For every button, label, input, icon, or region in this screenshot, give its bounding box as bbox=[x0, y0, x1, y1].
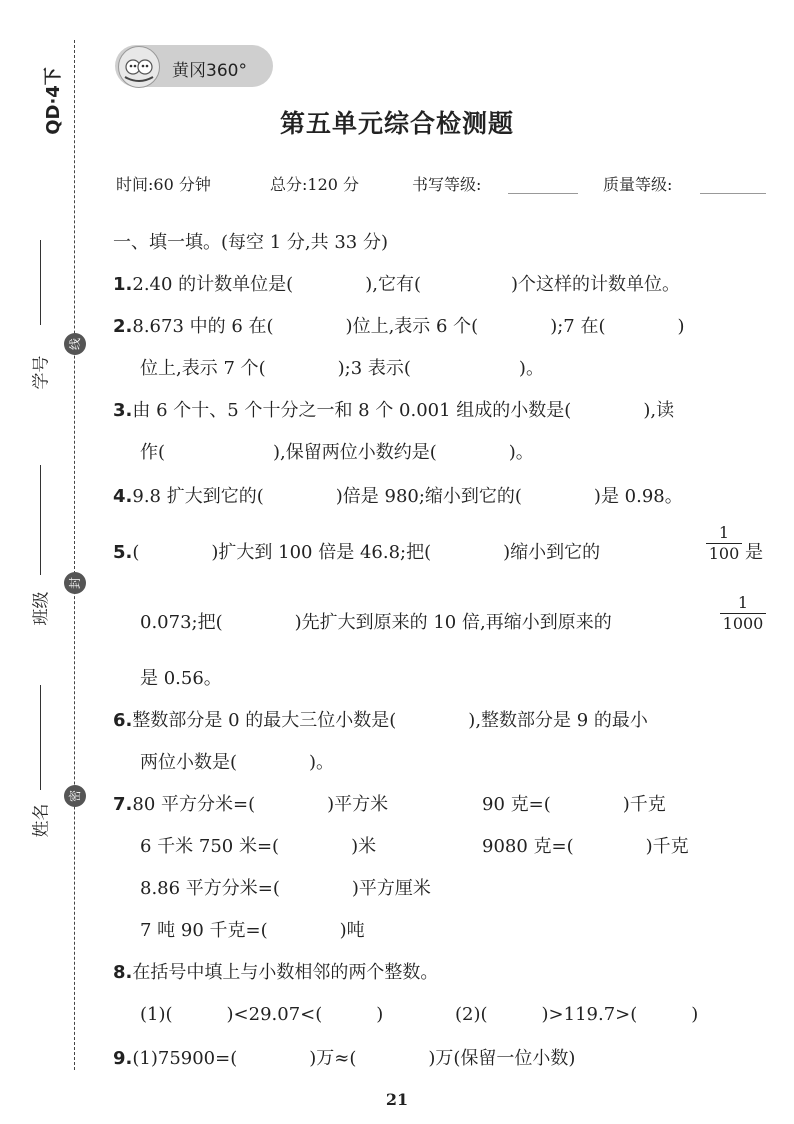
question-8-b: (2)( )>119.7>( ) bbox=[455, 1004, 699, 1025]
class-label: 班级 bbox=[31, 591, 52, 626]
denominator: 1000 bbox=[722, 614, 764, 633]
question-text: 整数部分是 0 的最大三位小数是( ),整数部分是 9 的最小 bbox=[132, 710, 648, 731]
question-text: 80 平方分米=( )平方米 bbox=[132, 794, 389, 815]
question-number: 5. bbox=[113, 542, 133, 563]
question-text: 8.673 中的 6 在( )位上,表示 6 个( );7 在( ) bbox=[132, 316, 685, 337]
question-text: 9.8 扩大到它的( )倍是 980;缩小到它的( )是 0.98。 bbox=[132, 486, 683, 507]
question-7-e: 8.86 平方分米=( )平方厘米 bbox=[140, 878, 431, 899]
question-6-cont: 两位小数是( )。 bbox=[140, 752, 335, 773]
page-number: 21 bbox=[385, 1090, 409, 1109]
binding-dashed-line bbox=[74, 40, 75, 1070]
question-text: ( )扩大到 100 倍是 46.8;把( )缩小到它的 bbox=[132, 542, 601, 563]
question-4 bbox=[113, 482, 683, 508]
question-text: (1)75900=( )万≈( )万(保留一位小数) bbox=[132, 1048, 576, 1069]
question-3-cont: 作( ),保留两位小数约是( )。 bbox=[140, 442, 534, 463]
seal-line-mark: 线 bbox=[64, 333, 86, 355]
name-label: 姓名 bbox=[31, 803, 52, 838]
seal-seal-mark: 封 bbox=[64, 572, 86, 594]
brand-name: 黄冈360° bbox=[172, 61, 247, 81]
denominator: 100 bbox=[708, 544, 740, 563]
question-7-b: 90 克=( )千克 bbox=[482, 794, 666, 815]
question-5-cont2: 是 0.56。 bbox=[140, 668, 222, 689]
question-2-cont: 位上,表示 7 个( );3 表示( )。 bbox=[140, 358, 544, 379]
question-5-end: 是 bbox=[745, 542, 763, 563]
question-number: 9. bbox=[113, 1048, 133, 1069]
seal-secret-mark: 密 bbox=[64, 785, 86, 807]
quality-grade-field[interactable] bbox=[700, 193, 766, 194]
question-text: 在括号中填上与小数相邻的两个整数。 bbox=[132, 962, 439, 983]
page-title: 第五单元综合检测题 bbox=[279, 109, 514, 138]
question-number: 1. bbox=[113, 274, 133, 295]
question-number: 4. bbox=[113, 486, 133, 507]
question-9 bbox=[113, 1044, 575, 1070]
time-limit: 时间:60 分钟 bbox=[116, 175, 211, 194]
question-2 bbox=[113, 312, 685, 338]
writing-grade-label: 书写等级: bbox=[412, 175, 482, 194]
question-text: 由 6 个十、5 个十分之一和 8 个 0.001 组成的小数是( ),读 bbox=[132, 400, 675, 421]
numerator: 1 bbox=[718, 523, 730, 542]
question-number: 3. bbox=[113, 400, 133, 421]
question-number: 7. bbox=[113, 794, 133, 815]
question-number: 2. bbox=[113, 316, 133, 337]
question-7-f: 7 吨 90 千克=( )吨 bbox=[140, 920, 365, 941]
class-field[interactable] bbox=[40, 465, 41, 575]
question-1 bbox=[113, 270, 680, 296]
question-number: 6. bbox=[113, 710, 133, 731]
name-field[interactable] bbox=[40, 685, 41, 790]
brand-logo-icon bbox=[118, 46, 160, 88]
question-7-c: 6 千米 750 米=( )米 bbox=[140, 836, 377, 857]
question-text: 2.40 的计数单位是( ),它有( )个这样的计数单位。 bbox=[132, 274, 680, 295]
question-8-a: (1)( )<29.07<( ) bbox=[140, 1004, 384, 1025]
question-7 bbox=[113, 790, 388, 816]
question-6 bbox=[113, 706, 648, 732]
section-heading: 一、填一填。(每空 1 分,共 33 分) bbox=[113, 232, 389, 253]
total-score: 总分:120 分 bbox=[270, 175, 360, 194]
question-8 bbox=[113, 958, 438, 984]
writing-grade-field[interactable] bbox=[508, 193, 578, 194]
numerator: 1 bbox=[737, 593, 749, 612]
question-5 bbox=[113, 538, 600, 564]
question-number: 8. bbox=[113, 962, 133, 983]
question-5-cont: 0.073;把( )先扩大到原来的 10 倍,再缩小到原来的 bbox=[140, 612, 612, 633]
fraction-one-hundredth bbox=[706, 524, 742, 563]
student-id-label: 学号 bbox=[31, 355, 52, 390]
quality-grade-label: 质量等级: bbox=[603, 175, 673, 194]
edition-code: QD·4下 bbox=[42, 67, 64, 135]
student-id-field[interactable] bbox=[40, 240, 41, 325]
fraction-one-thousandth bbox=[720, 594, 766, 633]
question-3 bbox=[113, 396, 674, 422]
question-7-d: 9080 克=( )千克 bbox=[482, 836, 689, 857]
